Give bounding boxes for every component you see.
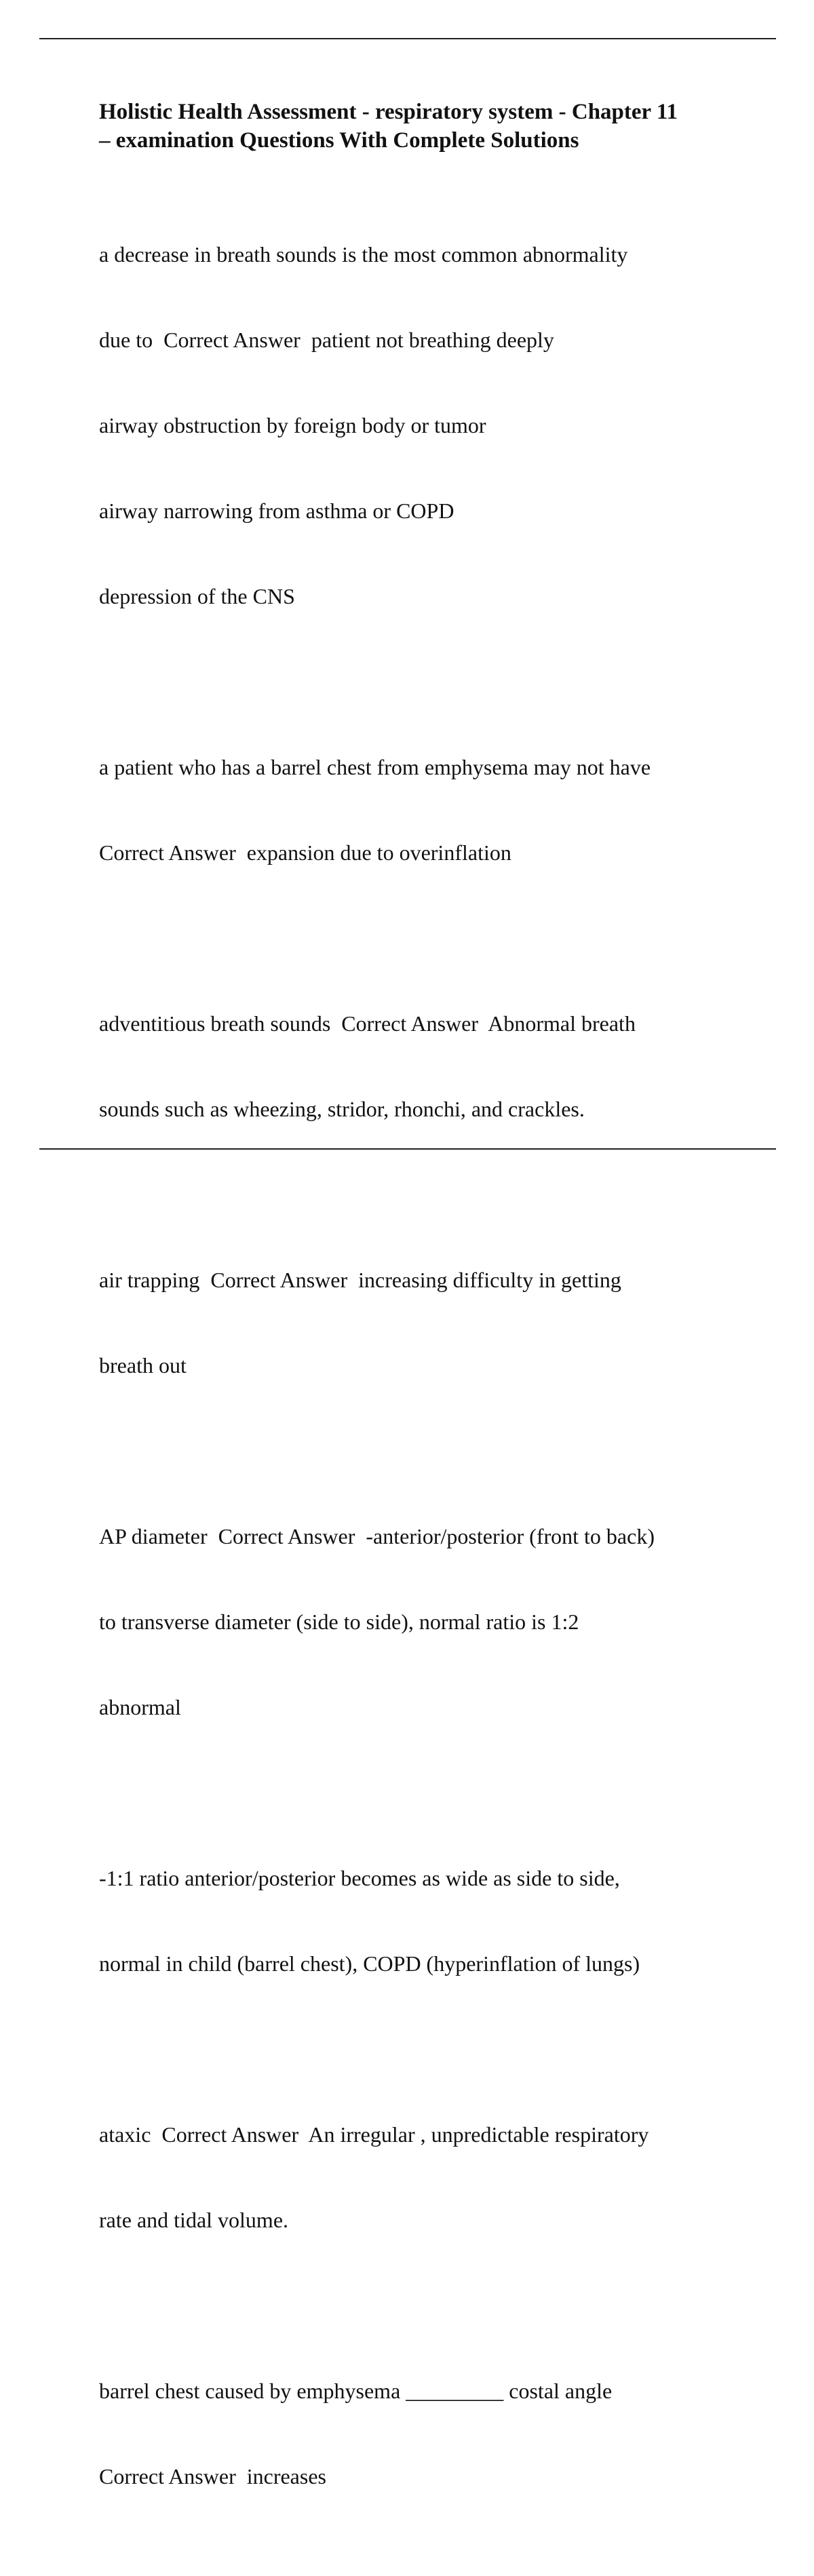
document-body [99,98,750,2576]
entry-line: breath out [99,1353,187,1378]
qa-entry [99,1209,750,1437]
qa-entry [99,952,750,1180]
qa-entry [99,696,750,924]
entry-line: barrel chest caused by emphysema _________ costal angle [99,2379,613,2403]
entry-line: Correct Answer expansion due to overinflation [99,840,511,865]
qa-entry [99,1807,750,2035]
entry-line: Correct Answer increases [99,2464,326,2489]
document-title [99,98,750,155]
header-rule [39,38,776,39]
entry-line: to transverse diameter (side to side), normal ratio is 1:2 [99,1609,579,1634]
title-line: Holistic Health Assessment - respiratory system - Chapter 11 [99,100,678,124]
entry-line: air trapping Correct Answer increasing difficulty in getting [99,1268,621,1292]
entry-line: -1:1 ratio anterior/posterior becomes as wide as side to side, [99,1866,620,1890]
entry-line: a decrease in breath sounds is the most common abnormality [99,242,628,267]
entry-line: a patient who has a barrel chest from emphysema may not have [99,755,651,779]
footer-rule [39,1148,776,1150]
title-line: – examination Questions With Complete Solutions [99,128,579,153]
qa-entry [99,183,750,667]
entry-line: ataxic Correct Answer An irregular , unpredictable respiratory [99,2122,649,2147]
qa-entry [99,2063,750,2291]
entry-line: AP diameter Correct Answer -anterior/posterior (front to back) [99,1524,655,1548]
entry-line: sounds such as wheezing, stridor, rhonchi, and crackles. [99,1097,585,1121]
entry-line: airway narrowing from asthma or COPD [99,499,454,523]
entry-line: due to Correct Answer patient not breathing deeply [99,328,554,352]
entry-line: abnormal [99,1695,181,1719]
entry-line: depression of the CNS [99,584,295,608]
entry-line: rate and tidal volume. [99,2208,289,2232]
entry-line: airway obstruction by foreign body or tumor [99,413,486,437]
qa-entry [99,1465,750,1778]
entry-line: normal in child (barrel chest), COPD (hyperinflation of lungs) [99,1951,640,1976]
entry-line: adventitious breath sounds Correct Answer Abnormal breath [99,1011,636,1036]
qa-entry [99,2320,750,2548]
